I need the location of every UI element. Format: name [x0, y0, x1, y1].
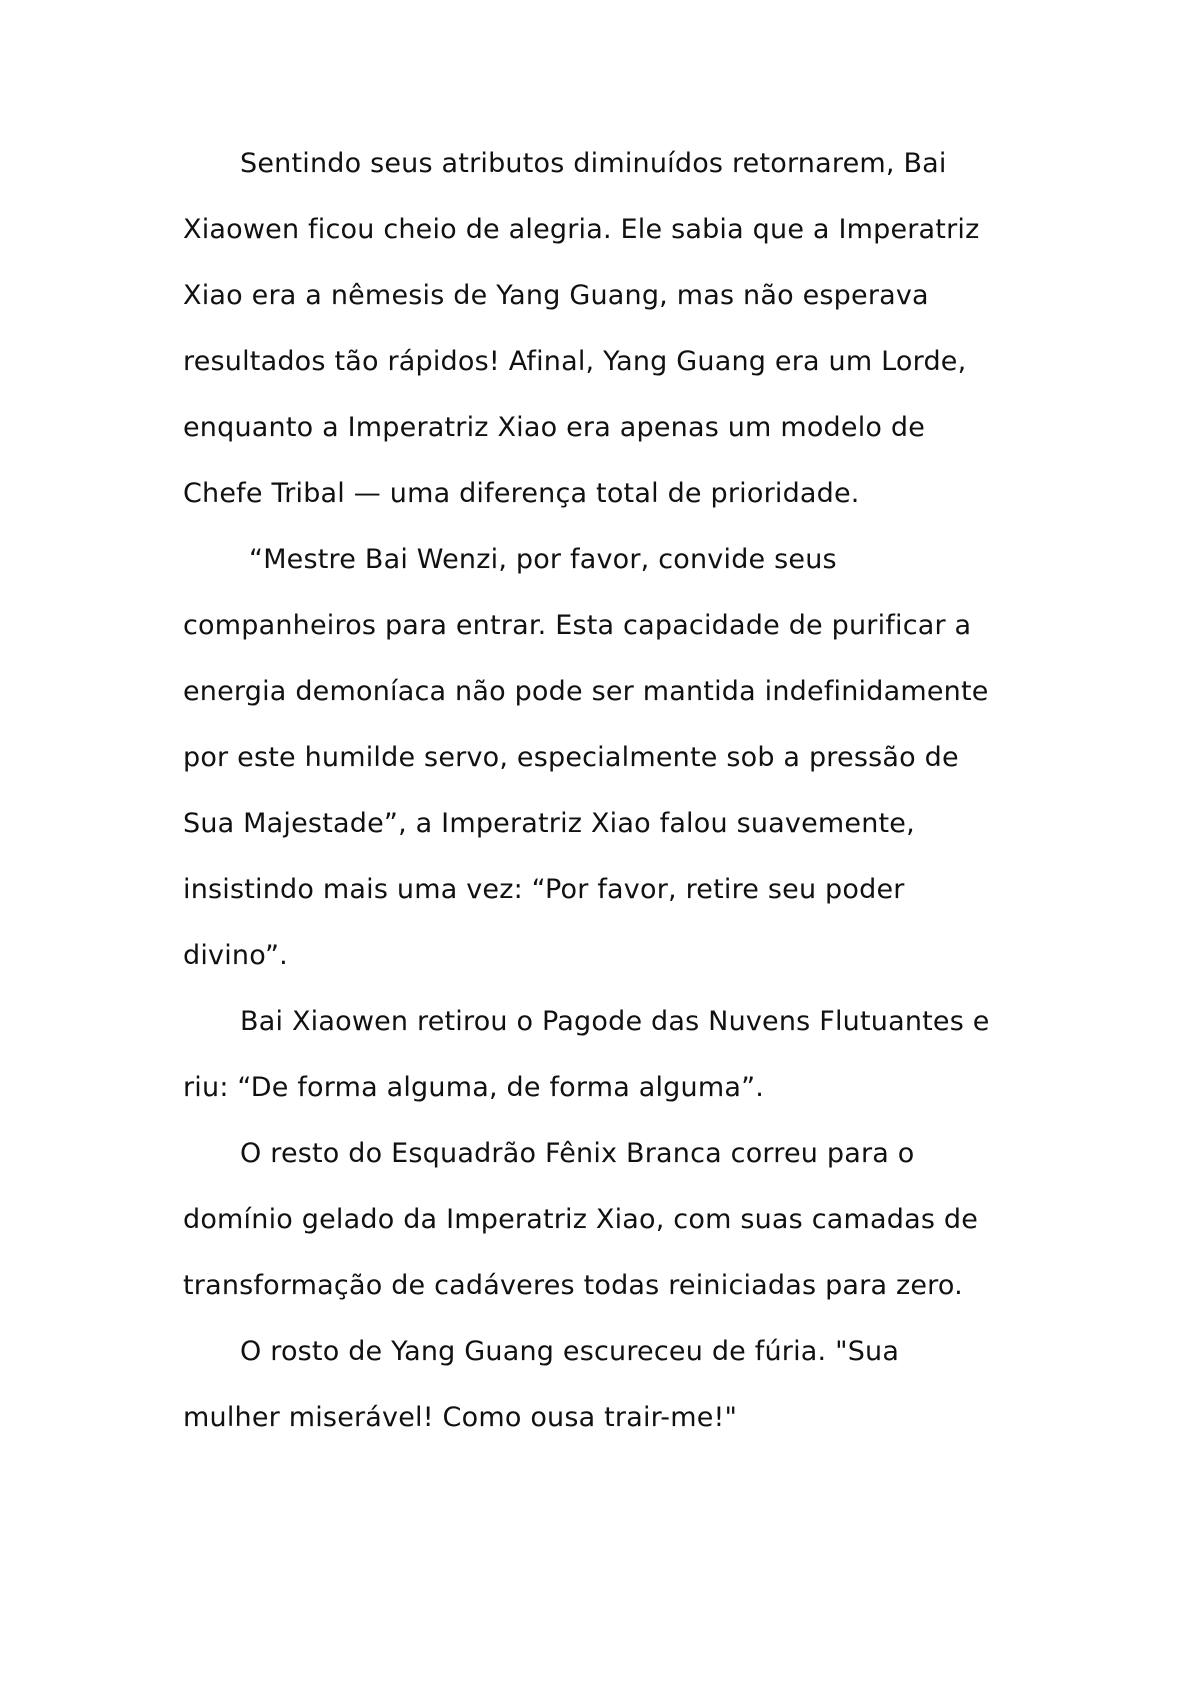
- text-line: Bai Xiaowen retirou o Pagode das Nuvens Flutuantes e: [240, 1006, 990, 1037]
- text-line: insistindo mais uma vez: “Por favor, retire seu poder: [183, 874, 905, 905]
- text-line: companheiros para entrar. Esta capacidade de purificar a: [183, 610, 972, 641]
- text-line: domínio gelado da Imperatriz Xiao, com suas camadas de: [183, 1204, 979, 1235]
- text-line: Xiao era a nêmesis de Yang Guang, mas não esperava: [183, 280, 929, 311]
- text-line: por este humilde servo, especialmente sob a pressão de: [183, 742, 959, 773]
- document-body: [183, 142, 1043, 1462]
- text-line: riu: “De forma alguma, de forma alguma”.: [183, 1072, 765, 1103]
- text-line: enquanto a Imperatriz Xiao era apenas um modelo de: [183, 412, 926, 443]
- text-line: O resto do Esquadrão Fênix Branca correu para o: [240, 1138, 915, 1169]
- paragraph-3: [183, 1000, 1043, 1132]
- text-line: “Mestre Bai Wenzi, por favor, convide seus: [249, 544, 837, 575]
- text-line: Sentindo seus atributos diminuídos retornarem, Bai: [240, 148, 947, 179]
- paragraph-4: [183, 1132, 1043, 1330]
- text-line: Sua Majestade”, a Imperatriz Xiao falou suavemente,: [183, 808, 915, 839]
- text-line: transformação de cadáveres todas reiniciadas para zero.: [183, 1270, 963, 1301]
- text-line: resultados tão rápidos! Afinal, Yang Guang era um Lorde,: [183, 346, 967, 377]
- paragraph-1: [183, 142, 1043, 538]
- text-line: energia demoníaca não pode ser mantida indefinidamente: [183, 676, 989, 707]
- paragraph-2: [183, 538, 1043, 1000]
- text-line: Chefe Tribal — uma diferença total de prioridade.: [183, 478, 860, 509]
- text-line: O rosto de Yang Guang escureceu de fúria. "Sua: [240, 1336, 900, 1367]
- text-line: Xiaowen ficou cheio de alegria. Ele sabia que a Imperatriz: [183, 214, 980, 245]
- text-line: mulher miserável! Como ousa trair-me!": [183, 1402, 738, 1433]
- paragraph-5: [183, 1330, 1043, 1462]
- text-line: divino”.: [183, 940, 288, 971]
